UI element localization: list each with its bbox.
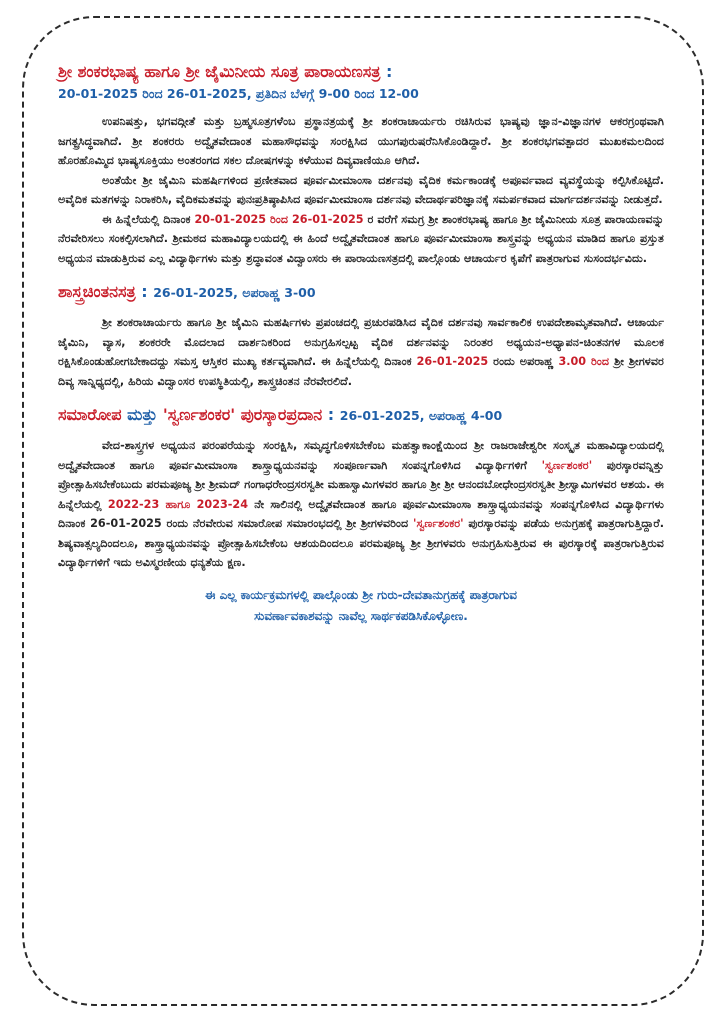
section2-text-b: ರಂದು ಅಪರಾಹ್ಣ <box>493 355 554 368</box>
section2-title: ಶಾಸ್ತ್ರಚಿಂತನಸತ್ರ <box>58 282 136 301</box>
section1-title: ಶ್ರೀ ಶಂಕರಭಾಷ್ಯ ಹಾಗೂ ಶ್ರೀ ಜೈಮಿನೀಯ ಸೂತ್ರ ಪಾರಾಯಣಸತ್ರ <box>58 62 381 81</box>
section3-title-b: ಮತ್ತು <box>127 405 158 424</box>
section2-dates: 26-01-2025, ಅಪರಾಹ್ಣ 3-00 <box>153 285 316 300</box>
section2-heading <box>58 280 664 305</box>
section2-highlight-date: 26-01-2025 <box>416 355 489 368</box>
section2-text-a: ಶ್ರೀ ಶಂಕರಾಚಾರ್ಯರು ಹಾಗೂ ಶ್ರೀ ಜೈಮಿನಿ ಮಹರ್ಷಿಗಳು ಪ್ರಪಂಚದಲ್ಲಿ ಪ್ರಚುರಪಡಿಸಿದ ವೈದಿಕ ದರ್ಶನವು ಸಾರ್ವಕಾಲಿಕ ಉಪದೇಶಾಮೃತವಾಗಿದೆ. ಆಚಾರ್ಯ ಜೈಮಿನಿ, ವ್ಯಾಸ, ಶಂಕರರೇ ಮೊದಲಾದ ದಾರ್ಶನಿಕರಿಂದ ಅನುಗ್ರಹಿಸಲ್ಪಟ್ಟ ವೈದಿಕ ದರ್ಶನವನ್ನು ನಿರಂತರ ಅಧ್ಯಯನ-ಅಧ್ಯಾಪನ-ಚಿಂತನಗಳ ಮೂಲಕ ರಕ್ಷಿಸಿಕೊಂಡುಹೋಗಬೇಕಾದದ್ದು ಸಮಸ್ತ ಆಸ್ತಿಕರ ಮುಖ್ಯ ಕರ್ತವ್ಯವಾಗಿದೆ. ಈ ಹಿನ್ನೆಲೆಯಲ್ಲಿ ದಿನಾಂಕ <box>58 316 664 368</box>
section3-paragraph <box>58 436 664 573</box>
section3-dates: 26-01-2025, ಅಪರಾಹ್ಣ 4-00 <box>339 408 503 423</box>
para3-text-b: ರ ವರೆಗೆ ಸಮಗ್ರ ಶ್ರೀ ಶಾಂಕರಭಾಷ್ಯ ಹಾಗೂ ಶ್ರೀ ಜೈಮಿನೀಯ ಸೂತ್ರ ಪಾರಾಯಣವನ್ನು ನೆರವೇರಿಸಲು ಸಂಕಲ್ಪಿಸಲಾಗಿದೆ. ಶ್ರೀಮಠದ ಮಹಾವಿದ್ಯಾಲಯದಲ್ಲಿ ಈ ಹಿಂದೆ ಅದ್ವೈತವೇದಾಂತ ಹಾಗೂ ಪೂರ್ವಮೀಮಾಂಸಾ ಶಾಸ್ತ್ರವನ್ನು ಅಧ್ಯಯನ ಮಾಡಿದ ಹಾಗೂ ಪ್ರಸ್ತುತ ಅಧ್ಯಯನ ಮಾಡುತ್ತಿರುವ ಎಲ್ಲ ವಿದ್ಯಾರ್ಥಿಗಳು ಮತ್ತು ಶ್ರದ್ಧಾವಂತ ವಿದ್ವಾಂಸರು ಈ ಪಾರಾಯಣಸತ್ರದಲ್ಲಿ ಪಾಲ್ಗೊಂಡು ಆಚಾರ್ಯರ ಕೃಪೆಗೆ ಪಾತ್ರರಾಗುವ ಸುಸಂದರ್ಭವಿದು. <box>58 212 664 265</box>
section1-colon: : <box>385 62 393 81</box>
section1-dates: 20-01-2025 ರಿಂದ 26-01-2025, ಪ್ರತಿದಿನ ಬೆಳಗ್ಗೆ 9-00 ರಿಂದ 12-00 <box>58 86 419 101</box>
section2-text-c: ಶ್ರೀ ಶ್ರೀಗಳವರ ದಿವ್ಯ ಸಾನ್ನಿಧ್ಯದಲ್ಲಿ, ಹಿರಿಯ ವಿದ್ವಾಂಸರ ಉಪಸ್ಥಿತಿಯಲ್ಲಿ, ಶಾಸ್ತ್ರಚಿಂತನ ನೆರವೇರಲಿದೆ. <box>58 355 664 388</box>
section3-text-a: ವೇದ-ಶಾಸ್ತ್ರಗಳ ಅಧ್ಯಯನ ಪರಂಪರೆಯನ್ನು ಸಂರಕ್ಷಿಸಿ, ಸಮೃದ್ಧಗೊಳಿಸಬೇಕೆಂಬ ಮಹತ್ವಾಕಾಂಕ್ಷೆಯಿಂದ ಶ್ರೀ ರಾಜರಾಜೇಶ್ವರೀ ಸಂಸ್ಕೃತ ಮಹಾವಿದ್ಯಾಲಯದಲ್ಲಿ ಅದ್ವೈತವೇದಾಂತ ಹಾಗೂ ಪೂರ್ವಮೀಮಾಂಸಾ ಶಾಸ್ತ್ರಾಧ್ಯಯನವನ್ನು ಸಂಪೂರ್ಣವಾಗಿ ಸಂಪನ್ನಗೊಳಿಸಿದ ವಿದ್ಯಾರ್ಥಿಗಳಿಗೆ <box>58 439 664 472</box>
section3-title-a: ಸಮಾರೋಪ <box>58 405 122 424</box>
section2-highlight-time: 3.00 ರಿಂದ <box>558 355 610 368</box>
section3 <box>58 403 664 573</box>
section3-colon: : <box>327 405 335 424</box>
section2-colon: : <box>141 282 148 301</box>
section3-highlight-award-2: 'ಸ್ವರ್ಣಶಂಕರ' <box>413 517 464 530</box>
section3-heading <box>58 403 664 428</box>
section3-text-d: ಪುರಸ್ಕಾರವನ್ನು ಪಡೆಯ ಅನುಗ್ರಹಕ್ಕೆ ಪಾತ್ರರಾಗುತ್ತಿದ್ದಾರೆ. ಶಿಷ್ಯವಾತ್ಸಲ್ಯದಿಂದಲೂ, ಶಾಸ್ತ್ರಾಧ್ಯಯನವನ್ನು ಪ್ರೋತ್ಸಾಹಿಸಬೇಕೆಂಬ ಆಶಯದಿಂದಲೂ ಪರಮಪೂಜ್ಯ ಶ್ರೀ ಶ್ರೀಗಳವರು ಅನುಗ್ರಹಿಸುತ್ತಿರುವ ಈ ಪುರಸ್ಕಾರಕ್ಕೆ ಪಾತ್ರರಾಗುತ್ತಿರುವ ವಿದ್ಯಾರ್ಥಿಗಳಿಗೆ ಇದು ಅವಿಸ್ಮರಣೀಯ ಧನ್ಯತೆಯ ಕ್ಷಣ. <box>58 517 665 569</box>
section2-paragraph <box>58 313 664 391</box>
section3-highlight-award-1: 'ಸ್ವರ್ಣಶಂಕರ' <box>541 458 593 472</box>
para3-highlight-dates: 20-01-2025 ರಿಂದ 26-01-2025 <box>194 212 364 226</box>
section3-text-b: ಪುರಸ್ಕಾರವನ್ನಿತ್ತು ಪ್ರೋತ್ಸಾಹಿಸಬೇಕೆಂಬುದು ಪರಮಪೂಜ್ಯ ಶ್ರೀ ಶ್ರೀಮದ್ ಗಂಗಾಧರೇಂದ್ರಸರಸ್ವತೀ ಮಹಾಸ್ವಾಮಿಗಳವರ ಹಾಗೂ ಶ್ರೀ ಶ್ರೀ ಆನಂದಬೋಧೇಂದ್ರಸರಸ್ವತೀ ಶ್ರೀಸ್ವಾಮಿಗಳವರ ಆಶಯ. ಈ ಹಿನ್ನೆಲೆಯಲ್ಲಿ <box>58 458 664 511</box>
section3-text-c: ನೇ ಸಾಲಿನಲ್ಲಿ ಅದ್ವೈತವೇದಾಂತ ಹಾಗೂ ಪೂರ್ವಮೀಮಾಂಸಾ ಶಾಸ್ತ್ರಾಧ್ಯಯನವನ್ನು ಸಂಪನ್ನಗೊಳಿಸಿದ ವಿದ್ಯಾರ್ಥಿಗಳು ದಿನಾಂಕ 26-01-2025 ರಂದು ನೆರವೇರುವ ಸಮಾರೋಪ ಸಮಾರಂಭದಲ್ಲಿ ಶ್ರೀ ಶ್ರೀಗಳವರಿಂದ <box>58 497 664 530</box>
section1-heading <box>58 60 664 84</box>
section3-title-c: 'ಸ್ವರ್ಣಶಂಕರ' ಪುರಸ್ಕಾರಪ್ರದಾನ <box>162 405 323 424</box>
section1-paragraph-2: ಅಂತೆಯೇ ಶ್ರೀ ಜೈಮಿನಿ ಮಹರ್ಷಿಗಳಿಂದ ಪ್ರಣೀತವಾದ ಪೂರ್ವಮೀಮಾಂಸಾ ದರ್ಶನವು ವೈದಿಕ ಕರ್ಮಕಾಂಡಕ್ಕೆ ಅಪೂರ್ವವಾದ ವ್ಯವಸ್ಥೆಯನ್ನು ಕಲ್ಪಿಸಿಕೊಟ್ಟಿದೆ. ಅವೈದಿಕ ಮತಗಳನ್ನು ನಿರಾಕರಿಸಿ, ವೈದಿಕಮತವನ್ನು ಪುನಃಪ್ರತಿಷ್ಠಾಪಿಸಿದ ಪೂರ್ವಮೀಮಾಂಸಾ ದರ್ಶನವು ವೇದಾರ್ಥಪರಿಜ್ಞಾನಕ್ಕೆ ಸಮರ್ಪಕವಾದ ಮಾರ್ಗದರ್ಶನವನ್ನು ನೀಡುತ್ತದೆ. <box>58 173 664 206</box>
closing-line-1: ಈ ಎಲ್ಲ ಕಾರ್ಯಕ್ರಮಗಳಲ್ಲಿ ಪಾಲ್ಗೊಂಡು ಶ್ರೀ ಗುರು-ದೇವತಾನುಗ್ರಹಕ್ಕೆ ಪಾತ್ರರಾಗುವ <box>204 587 517 602</box>
closing-line-2: ಸುವರ್ಣಾವಕಾಶವನ್ನು ನಾವೆಲ್ಲ ಸಾರ್ಥಕಪಡಿಸಿಕೊಳ್ಳೋಣ. <box>254 608 468 623</box>
section1-paragraph-3 <box>58 210 664 269</box>
section2 <box>58 280 664 391</box>
para3-text-a: ಈ ಹಿನ್ನೆಲೆಯಲ್ಲಿ ದಿನಾಂಕ <box>102 212 191 226</box>
document-body <box>58 60 664 627</box>
section1-paragraph-1: ಉಪನಿಷತ್ತು, ಭಗವದ್ಗೀತೆ ಮತ್ತು ಬ್ರಹ್ಮಸೂತ್ರಗಳೆಂಬ ಪ್ರಸ್ಥಾನತ್ರಯಕ್ಕೆ ಶ್ರೀ ಶಂಕರಾಚಾರ್ಯರು ರಚಿಸಿರುವ ಭಾಷ್ಯವು ಜ್ಞಾನ-ವಿಜ್ಞಾನಗಳ ಆಕರಗ್ರಂಥವಾಗಿ ಜಗತ್ಪ್ರಸಿದ್ಧವಾಗಿದೆ. ಶ್ರೀ ಶಂಕರರು ಅದ್ವೈತವೇದಾಂತ ಮಹಾಸೌಧವನ್ನು ಸಂರಕ್ಷಿಸಿದ ಯುಗಪುರುಷರೆನಿಸಿಕೊಂಡಿದ್ದಾರೆ. ಶ್ರೀ ಶಂಕರಭಗವತ್ಪಾದರ ಮುಖಕಮಲದಿಂದ ಹೊರಹೊಮ್ಮಿದ ಭಾಷ್ಯಸೂಕ್ತಿಯು ಅಂತರಂಗದ ಸಕಲ ದೋಷಗಳನ್ನು ಕಳೆಯುವ ದಿವ್ಯವಾಣಿಯೂ ಆಗಿದೆ. <box>58 115 664 167</box>
closing-message <box>58 585 664 627</box>
section3-highlight-years: 2022-23 ಹಾಗೂ 2023-24 <box>107 497 248 511</box>
